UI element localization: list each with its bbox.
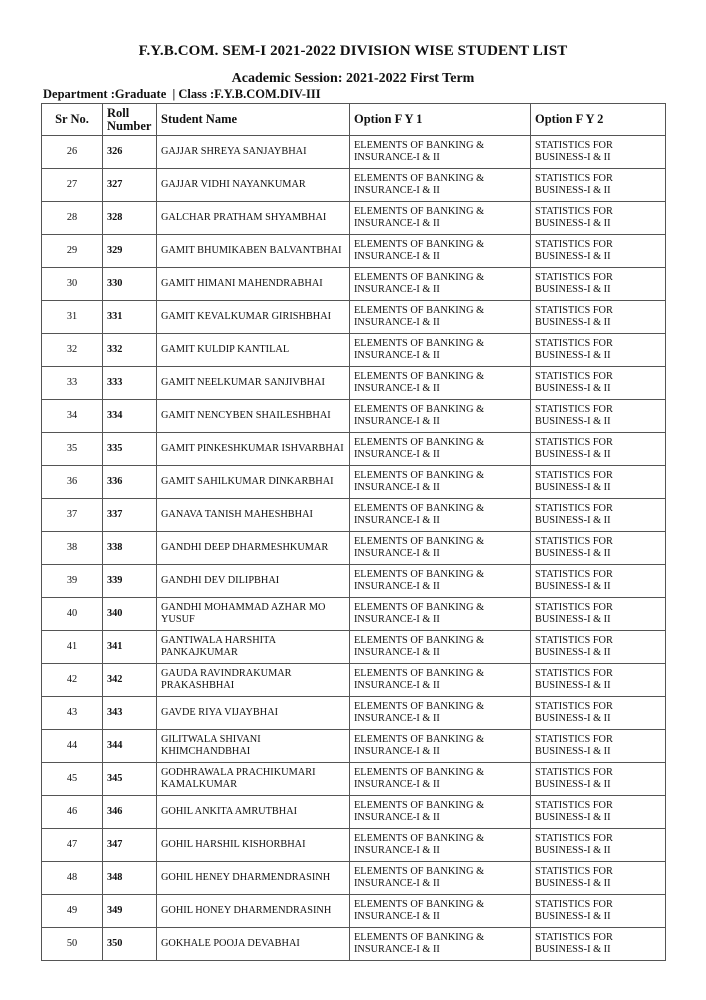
table-row — [42, 664, 666, 697]
student-list-table — [41, 103, 666, 961]
sr-no-cell: 32 — [42, 334, 103, 367]
sr-no-cell: 50 — [42, 928, 103, 961]
table-row — [42, 136, 666, 169]
student-name-cell: GAUDA RAVINDRAKUMAR PRAKASHBHAI — [157, 664, 350, 697]
option-fy1-cell: ELEMENTS OF BANKING & INSURANCE-I & II — [350, 664, 531, 697]
academic-session: Academic Session: 2021-2022 First Term — [231, 71, 475, 86]
roll-number-cell: 347 — [103, 829, 157, 862]
option-fy1-cell: ELEMENTS OF BANKING & INSURANCE-I & II — [350, 763, 531, 796]
option-fy1-cell: ELEMENTS OF BANKING & INSURANCE-I & II — [350, 268, 531, 301]
student-name-cell: GAVDE RIYA VIJAYBHAI — [157, 697, 350, 730]
option-fy1-cell: ELEMENTS OF BANKING & INSURANCE-I & II — [350, 697, 531, 730]
student-name-cell: GALCHAR PRATHAM SHYAMBHAI — [157, 202, 350, 235]
roll-number-cell: 346 — [103, 796, 157, 829]
sr-no-cell: 29 — [42, 235, 103, 268]
sr-no-cell: 37 — [42, 499, 103, 532]
option-fy2-cell: STATISTICS FOR BUSINESS-I & II — [531, 664, 666, 697]
option-fy2-cell: STATISTICS FOR BUSINESS-I & II — [531, 565, 666, 598]
option-fy1-cell: ELEMENTS OF BANKING & INSURANCE-I & II — [350, 928, 531, 961]
option-fy2-cell: STATISTICS FOR BUSINESS-I & II — [531, 400, 666, 433]
roll-number-cell: 350 — [103, 928, 157, 961]
option-fy1-cell: ELEMENTS OF BANKING & INSURANCE-I & II — [350, 433, 531, 466]
student-name-cell: GAJJAR VIDHI NAYANKUMAR — [157, 169, 350, 202]
student-name-cell: GAMIT NEELKUMAR SANJIVBHAI — [157, 367, 350, 400]
table-row — [42, 400, 666, 433]
option-fy1-cell: ELEMENTS OF BANKING & INSURANCE-I & II — [350, 730, 531, 763]
option-fy2-cell: STATISTICS FOR BUSINESS-I & II — [531, 697, 666, 730]
roll-number-cell: 326 — [103, 136, 157, 169]
table-body — [42, 136, 666, 961]
table-row — [42, 499, 666, 532]
roll-number-cell: 342 — [103, 664, 157, 697]
sr-no-cell: 30 — [42, 268, 103, 301]
option-fy2-cell: STATISTICS FOR BUSINESS-I & II — [531, 466, 666, 499]
roll-number-cell: 344 — [103, 730, 157, 763]
table-row — [42, 598, 666, 631]
option-fy2-cell: STATISTICS FOR BUSINESS-I & II — [531, 301, 666, 334]
student-name-cell: GAMIT KEVALKUMAR GIRISHBHAI — [157, 301, 350, 334]
roll-number-cell: 340 — [103, 598, 157, 631]
sr-no-cell: 33 — [42, 367, 103, 400]
table-row — [42, 202, 666, 235]
column-header-student-name: Student Name — [157, 104, 350, 136]
roll-number-cell: 330 — [103, 268, 157, 301]
table-row — [42, 829, 666, 862]
student-name-cell: GILITWALA SHIVANI KHIMCHANDBHAI — [157, 730, 350, 763]
sr-no-cell: 49 — [42, 895, 103, 928]
option-fy1-cell: ELEMENTS OF BANKING & INSURANCE-I & II — [350, 466, 531, 499]
sr-no-cell: 39 — [42, 565, 103, 598]
table-row — [42, 763, 666, 796]
option-fy2-cell: STATISTICS FOR BUSINESS-I & II — [531, 169, 666, 202]
roll-number-cell: 333 — [103, 367, 157, 400]
option-fy2-cell: STATISTICS FOR BUSINESS-I & II — [531, 730, 666, 763]
student-name-cell: GANDHI DEV DILIPBHAI — [157, 565, 350, 598]
student-name-cell: GANDHI DEEP DHARMESHKUMAR — [157, 532, 350, 565]
option-fy1-cell: ELEMENTS OF BANKING & INSURANCE-I & II — [350, 136, 531, 169]
option-fy1-cell: ELEMENTS OF BANKING & INSURANCE-I & II — [350, 565, 531, 598]
table-row — [42, 730, 666, 763]
option-fy2-cell: STATISTICS FOR BUSINESS-I & II — [531, 136, 666, 169]
sr-no-cell: 26 — [42, 136, 103, 169]
table-row — [42, 862, 666, 895]
column-header-roll-number: Roll Number — [103, 104, 157, 136]
table-row — [42, 532, 666, 565]
sr-no-cell: 45 — [42, 763, 103, 796]
option-fy2-cell: STATISTICS FOR BUSINESS-I & II — [531, 631, 666, 664]
option-fy1-cell: ELEMENTS OF BANKING & INSURANCE-I & II — [350, 499, 531, 532]
column-header-option-fy2: Option F Y 2 — [531, 104, 666, 136]
table-row — [42, 169, 666, 202]
student-name-cell: GANTIWALA HARSHITA PANKAJKUMAR — [157, 631, 350, 664]
table-row — [42, 235, 666, 268]
roll-number-cell: 349 — [103, 895, 157, 928]
roll-number-cell: 341 — [103, 631, 157, 664]
table-row — [42, 796, 666, 829]
sr-no-cell: 34 — [42, 400, 103, 433]
roll-number-cell: 348 — [103, 862, 157, 895]
department-class-line: Department :Graduate | Class :F.Y.B.COM.DIV-III — [43, 87, 321, 101]
sr-no-cell: 41 — [42, 631, 103, 664]
option-fy2-cell: STATISTICS FOR BUSINESS-I & II — [531, 763, 666, 796]
option-fy1-cell: ELEMENTS OF BANKING & INSURANCE-I & II — [350, 796, 531, 829]
roll-number-cell: 335 — [103, 433, 157, 466]
roll-number-cell: 331 — [103, 301, 157, 334]
student-name-cell: GOHIL HONEY DHARMENDRASINH — [157, 895, 350, 928]
option-fy2-cell: STATISTICS FOR BUSINESS-I & II — [531, 268, 666, 301]
option-fy2-cell: STATISTICS FOR BUSINESS-I & II — [531, 367, 666, 400]
roll-number-cell: 343 — [103, 697, 157, 730]
sr-no-cell: 48 — [42, 862, 103, 895]
option-fy2-cell: STATISTICS FOR BUSINESS-I & II — [531, 202, 666, 235]
roll-number-cell: 345 — [103, 763, 157, 796]
table-header-row — [42, 104, 666, 136]
student-name-cell: GAMIT HIMANI MAHENDRABHAI — [157, 268, 350, 301]
student-name-cell: GOHIL HENEY DHARMENDRASINH — [157, 862, 350, 895]
table-row — [42, 697, 666, 730]
option-fy1-cell: ELEMENTS OF BANKING & INSURANCE-I & II — [350, 895, 531, 928]
option-fy1-cell: ELEMENTS OF BANKING & INSURANCE-I & II — [350, 598, 531, 631]
student-name-cell: GAMIT SAHILKUMAR DINKARBHAI — [157, 466, 350, 499]
roll-number-cell: 336 — [103, 466, 157, 499]
page-title: F.Y.B.COM. SEM-I 2021-2022 DIVISION WISE STUDENT LIST — [138, 43, 568, 59]
option-fy1-cell: ELEMENTS OF BANKING & INSURANCE-I & II — [350, 829, 531, 862]
option-fy2-cell: STATISTICS FOR BUSINESS-I & II — [531, 829, 666, 862]
sr-no-cell: 42 — [42, 664, 103, 697]
option-fy2-cell: STATISTICS FOR BUSINESS-I & II — [531, 532, 666, 565]
roll-number-cell: 327 — [103, 169, 157, 202]
table-row — [42, 433, 666, 466]
option-fy1-cell: ELEMENTS OF BANKING & INSURANCE-I & II — [350, 367, 531, 400]
student-name-cell: GANAVA TANISH MAHESHBHAI — [157, 499, 350, 532]
sr-no-cell: 28 — [42, 202, 103, 235]
table-row — [42, 367, 666, 400]
student-name-cell: GODHRAWALA PRACHIKUMARI KAMALKUMAR — [157, 763, 350, 796]
table-row — [42, 895, 666, 928]
option-fy1-cell: ELEMENTS OF BANKING & INSURANCE-I & II — [350, 235, 531, 268]
student-name-cell: GOKHALE POOJA DEVABHAI — [157, 928, 350, 961]
option-fy2-cell: STATISTICS FOR BUSINESS-I & II — [531, 433, 666, 466]
option-fy2-cell: STATISTICS FOR BUSINESS-I & II — [531, 235, 666, 268]
option-fy1-cell: ELEMENTS OF BANKING & INSURANCE-I & II — [350, 169, 531, 202]
option-fy1-cell: ELEMENTS OF BANKING & INSURANCE-I & II — [350, 862, 531, 895]
roll-number-cell: 328 — [103, 202, 157, 235]
sr-no-cell: 27 — [42, 169, 103, 202]
sr-no-cell: 31 — [42, 301, 103, 334]
sr-no-cell: 38 — [42, 532, 103, 565]
option-fy2-cell: STATISTICS FOR BUSINESS-I & II — [531, 928, 666, 961]
student-name-cell: GAMIT BHUMIKABEN BALVANTBHAI — [157, 235, 350, 268]
roll-number-cell: 329 — [103, 235, 157, 268]
option-fy1-cell: ELEMENTS OF BANKING & INSURANCE-I & II — [350, 400, 531, 433]
sr-no-cell: 44 — [42, 730, 103, 763]
student-name-cell: GANDHI MOHAMMAD AZHAR MO YUSUF — [157, 598, 350, 631]
table-row — [42, 631, 666, 664]
option-fy2-cell: STATISTICS FOR BUSINESS-I & II — [531, 598, 666, 631]
student-name-cell: GAJJAR SHREYA SANJAYBHAI — [157, 136, 350, 169]
student-name-cell: GOHIL ANKITA AMRUTBHAI — [157, 796, 350, 829]
student-name-cell: GOHIL HARSHIL KISHORBHAI — [157, 829, 350, 862]
option-fy2-cell: STATISTICS FOR BUSINESS-I & II — [531, 862, 666, 895]
sr-no-cell: 43 — [42, 697, 103, 730]
table-row — [42, 301, 666, 334]
sr-no-cell: 40 — [42, 598, 103, 631]
roll-number-cell: 339 — [103, 565, 157, 598]
option-fy2-cell: STATISTICS FOR BUSINESS-I & II — [531, 499, 666, 532]
roll-number-cell: 332 — [103, 334, 157, 367]
option-fy2-cell: STATISTICS FOR BUSINESS-I & II — [531, 895, 666, 928]
table-row — [42, 268, 666, 301]
column-header-sr-no: Sr No. — [42, 104, 103, 136]
sr-no-cell: 47 — [42, 829, 103, 862]
option-fy2-cell: STATISTICS FOR BUSINESS-I & II — [531, 796, 666, 829]
roll-number-cell: 337 — [103, 499, 157, 532]
student-name-cell: GAMIT PINKESHKUMAR ISHVARBHAI — [157, 433, 350, 466]
table-row — [42, 466, 666, 499]
option-fy1-cell: ELEMENTS OF BANKING & INSURANCE-I & II — [350, 301, 531, 334]
option-fy1-cell: ELEMENTS OF BANKING & INSURANCE-I & II — [350, 532, 531, 565]
table-row — [42, 565, 666, 598]
student-name-cell: GAMIT KULDIP KANTILAL — [157, 334, 350, 367]
option-fy1-cell: ELEMENTS OF BANKING & INSURANCE-I & II — [350, 631, 531, 664]
sr-no-cell: 35 — [42, 433, 103, 466]
roll-number-cell: 338 — [103, 532, 157, 565]
table-row — [42, 334, 666, 367]
sr-no-cell: 46 — [42, 796, 103, 829]
column-header-option-fy1: Option F Y 1 — [350, 104, 531, 136]
roll-number-cell: 334 — [103, 400, 157, 433]
option-fy2-cell: STATISTICS FOR BUSINESS-I & II — [531, 334, 666, 367]
table-row — [42, 928, 666, 961]
sr-no-cell: 36 — [42, 466, 103, 499]
option-fy1-cell: ELEMENTS OF BANKING & INSURANCE-I & II — [350, 334, 531, 367]
option-fy1-cell: ELEMENTS OF BANKING & INSURANCE-I & II — [350, 202, 531, 235]
student-name-cell: GAMIT NENCYBEN SHAILESHBHAI — [157, 400, 350, 433]
